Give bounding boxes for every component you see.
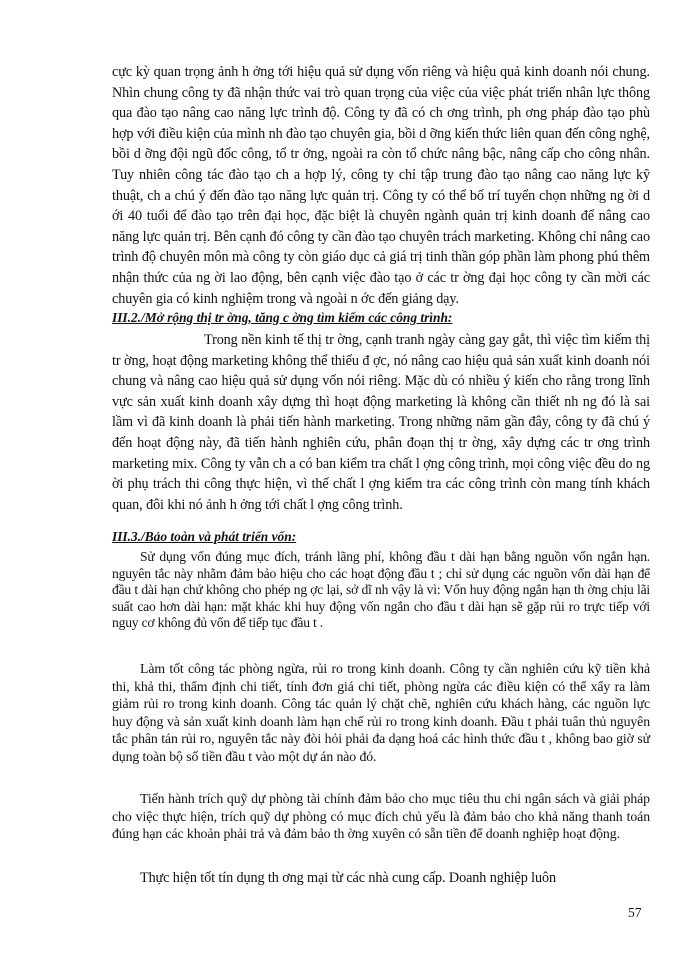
paragraph-risk-prevention: Làm tốt công tác phòng ngừa, rủi ro trong kinh doanh. Công ty cần nghiên cứu kỹ tiền khả thi, khả thi, thẩm định chi tiết, tính đơn giá chi tiết, phòng ngừa các điều kiện có thể xẩy ra làm giảm rủi ro trong kinh doanh. Công tác quản lý chặt chẽ, nghiên cứu khách hàng, các nguồn lực huy động và sản xuất kinh doanh làm hạn chế rủi ro trong kinh doanh. Đầu t phải tuân thủ nguyên tắc phân tán rủi ro, nguyên tắc này đòi hỏi phải đa dạng hoá các hình thức đầu t , không bao giờ sử dụng toàn bộ số tiền đầu t vào một dự án nào đó. xyxy=(112,661,650,764)
paragraph-training: cực kỳ quan trọng ảnh h ởng tới hiệu quả sử dụng vốn riêng và hiệu quả kinh doanh nói chung. Nhìn chung công ty đã nhận thức vai trò quan trọng của việc của việc phát triển nhân lực thông qua đào tạo nâng cao năng lực trình độ. Công ty đã có ch ơng trình, ph ơng pháp đào tạo phù hợp với điều kiện của mình nh đào tạo chuyên gia, bồi d ỡng kiến thức liên quan đến công nghệ, bồi d ỡng đội ngũ đốc công, tổ tr ởng, ngoài ra còn tổ chức nâng bậc, nâng cấp cho công nhân. Tuy nhiên công tác đào tạo ch a hợp lý, công ty chỉ tập trung đào tạo nâng cao năng lực kỹ thuật, ch a chú ý đến đào tạo năng lực quản trị. Công ty có thể bố trí tuyển chọn những ng ời d ới 40 tuổi để đào tạo trên đại học, đặc biệt là chuyên ngành quản trị kinh doanh để nâng cao năng lực quản trị. Bên cạnh đó công ty cần đào tạo chuyên trách marketing. Không chỉ nâng cao trình độ chuyên môn mà công ty còn giáo dục cả giá trị tinh thần góp phần làm phong phú thêm nhận thức của ng ời lao động, bên cạnh việc đào tạo ở các tr ờng đại học công ty cần mời các chuyên gia có kinh nghiệm trong và ngoài n ớc đến giảng dạy. xyxy=(112,64,650,307)
section-heading-market-expansion: III.2./Mở rộng thị tr ờng, tăng c ờng tìm kiếm các công trình: xyxy=(112,310,453,325)
section-heading-capital-preservation: III.3./Bảo toàn và phát triển vốn: xyxy=(112,529,297,544)
paragraph-trade-credit: Thực hiện tốt tín dụng th ơng mại từ các nhà cung cấp. Doanh nghiệp luôn xyxy=(140,870,556,886)
paragraph-marketing: Trong nền kinh tế thị tr ờng, cạnh tranh ngày càng gay gắt, thì việc tìm kiếm thị tr ờng, hoạt động marketing không thể thiếu đ ợc, nó nâng cao hiệu quả sản xuất kinh doanh nói chung và nâng cao hiệu quả sử dụng vốn nói riêng. Mặc dù có nhiều ý kiến cho rằng trong lĩnh vực sản xuất kinh doanh xây dựng thì hoạt động marketing là không cần thiết nh ng đó là sai lầm vì đã kinh doanh là phải tiến hành marketing. Trong những năm gần đây, công ty đã chú ý đến hoạt động này, đã tiến hành nghiên cứu, phân đoạn thị tr ờng, xây dựng các tr ơng trình marketing mix. Công ty vẫn ch a có ban kiểm tra chất l ợng công trình, mọi công việc đều do ng ời phụ trách thi công thực hiện, vì thế chất l ợng kiểm tra các công trình còn mang tính khách quan, đôi khi nó ảnh h ởng tới chất l ợng công trình. xyxy=(112,332,650,513)
page-number: 57 xyxy=(628,905,642,920)
paragraph-reserve-fund: Tiến hành trích quỹ dự phòng tài chính đảm bảo cho mục tiêu thu chi ngân sách và giải pháp cho việc thực hiện, trích quỹ dự phòng có mục đích chủ yếu là đảm bảo cho khả năng thanh toán đúng hạn các khoản phải trả và đảm bảo th ờng xuyên có sẵn tiền để doanh nghiệp hoạt động. xyxy=(112,791,650,842)
paragraph-capital-usage: Sử dụng vốn đúng mục đích, tránh lãng phí, không đầu t dài hạn bằng nguồn vốn ngắn hạn. nguyên tắc này nhằm đảm bảo hiệu cho các hoạt động đầu t ; chỉ sử dụng các nguồn vốn dài hạn để đầu t dài hạn chứ không cho phép ng ợc lại, sở dĩ nh vậy là vì: Vốn huy động ngắn hạn th ờng chịu lãi suất cao hơn dài hạn: mặt khác khi huy động vốn ngắn cho đầu t dài hạn sẽ gặp rủi ro trực tiếp với nguy cơ không đủ vốn để tiếp tục đầu t . xyxy=(112,549,650,630)
